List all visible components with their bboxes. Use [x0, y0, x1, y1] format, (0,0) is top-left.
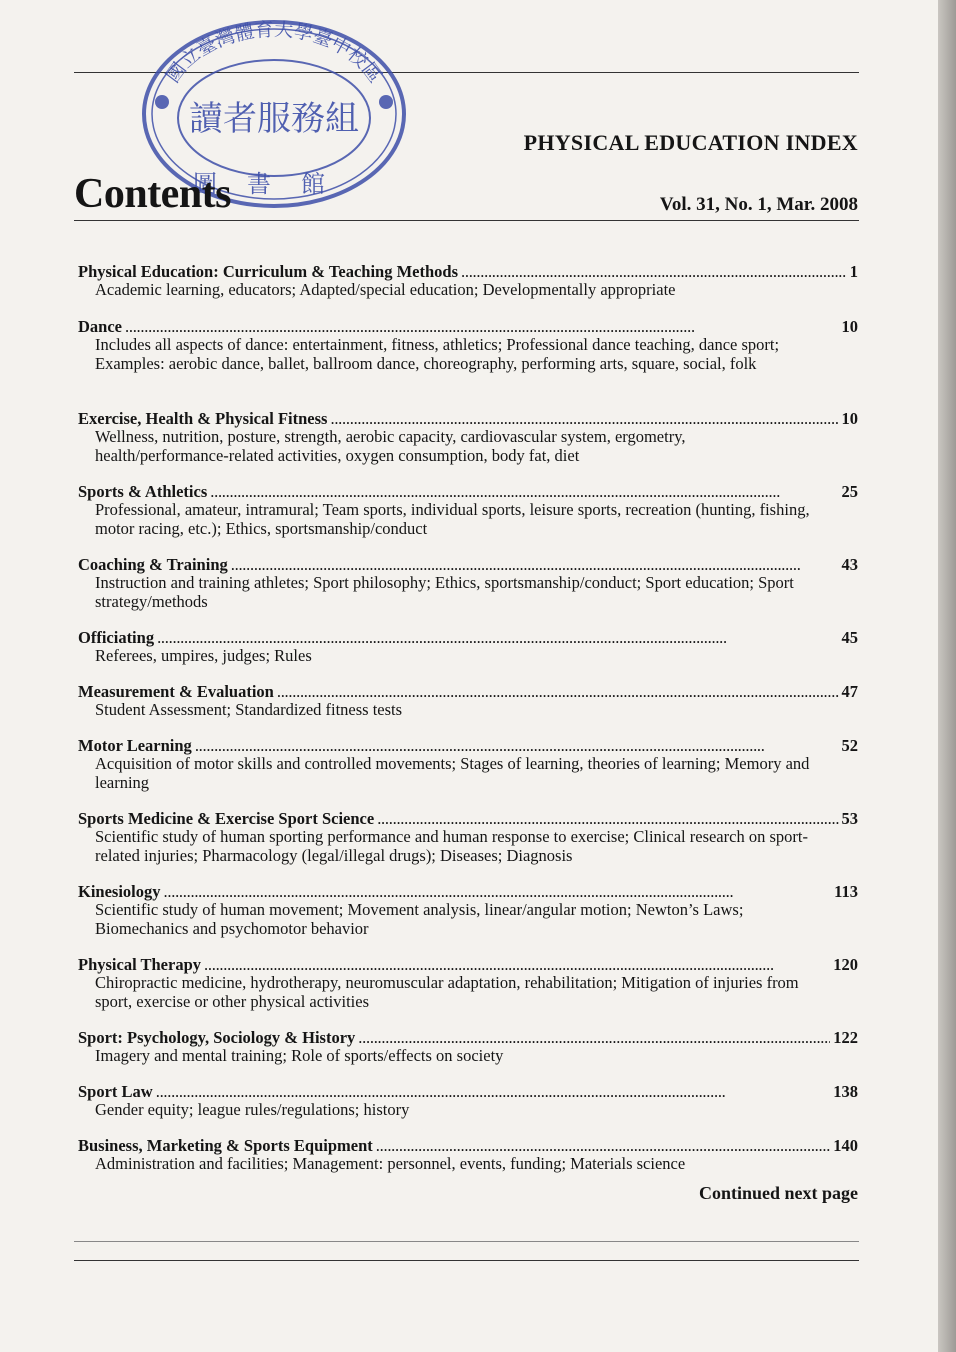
toc-entry-title[interactable]: Sport: Psychology, Sociology & History [78, 1028, 356, 1047]
toc-entry-page[interactable]: 53 [841, 809, 858, 828]
leader-dots [376, 1136, 830, 1155]
leader-dots [204, 955, 830, 974]
toc-entry[interactable] [78, 409, 858, 465]
toc-entry-description: Academic learning, educators; Adapted/special education; Developmentally appropriate [95, 280, 676, 299]
stamp-outer-text: 國立臺灣體育大學臺中校區 [161, 18, 387, 87]
toc-entry-description: Professional, amateur, intramural; Team sports, individual sports, leisure sports, recreation (hunting, fishing, motor racing, etc.); Ethics, sportsmanship/conduct [95, 500, 810, 538]
toc-entry-page[interactable]: 43 [841, 555, 858, 574]
toc-entry[interactable] [78, 1082, 858, 1120]
toc-entry-title[interactable]: Sports Medicine & Exercise Sport Science [78, 809, 375, 828]
toc-entry-title[interactable]: Business, Marketing & Sports Equipment [78, 1136, 373, 1155]
footer-rule-upper [74, 1241, 859, 1242]
volume-issue: Vol. 31, No. 1, Mar. 2008 [659, 194, 858, 215]
leader-dots [125, 317, 839, 336]
continued-next-page[interactable]: Continued next page [698, 1183, 858, 1203]
leader-dots [210, 482, 838, 501]
toc-entry-page[interactable]: 45 [841, 628, 858, 647]
book-spine-edge [938, 0, 956, 1352]
toc-entry-page[interactable]: 122 [833, 1028, 858, 1047]
toc-entry-description: Wellness, nutrition, posture, strength, aerobic capacity, cardiovascular system, ergometry, health/performance-related activities, oxygen consumption, body fat, diet [95, 427, 686, 465]
leader-dots [157, 628, 838, 647]
toc-entry-page[interactable]: 10 [841, 409, 858, 428]
toc-entry-description: Chiropractic medicine, hydrotherapy, neuromuscular adaptation, rehabilitation; Mitigation of injuries from sport, exercise or other physical activities [95, 973, 799, 1011]
stamp-inner-text: 讀者服務組 [189, 99, 359, 139]
toc-entry-title[interactable]: Measurement & Evaluation [78, 682, 274, 701]
leader-dots [377, 809, 838, 828]
leader-dots [164, 882, 832, 901]
toc-entry[interactable] [78, 1136, 858, 1174]
leader-dots [231, 555, 839, 574]
toc-entry-page[interactable]: 138 [833, 1082, 858, 1101]
leader-dots [358, 1028, 830, 1047]
leader-dots [277, 682, 839, 701]
toc-entry-description: Acquisition of motor skills and controlled movements; Stages of learning, theories of learning; Memory and learning [95, 754, 810, 792]
toc-entry[interactable] [78, 955, 858, 1011]
leader-dots [461, 262, 847, 281]
toc-entry-description: Referees, umpires, judges; Rules [95, 646, 312, 665]
index-title: PHYSICAL EDUCATION INDEX [523, 130, 858, 155]
toc-entry-page[interactable]: 10 [841, 317, 858, 336]
leader-dots [195, 736, 839, 755]
toc-entry-title[interactable]: Coaching & Training [78, 555, 228, 574]
toc-entry-page[interactable]: 47 [841, 682, 858, 701]
toc-entry-page[interactable]: 120 [833, 955, 858, 974]
toc-entry[interactable] [78, 262, 858, 300]
toc-entry-title[interactable]: Sports & Athletics [78, 482, 208, 501]
toc-entry-page[interactable]: 140 [833, 1136, 858, 1155]
header-rule [74, 220, 859, 221]
toc-entry-title[interactable]: Sport Law [78, 1082, 153, 1101]
toc-entry-page[interactable]: 25 [841, 482, 858, 501]
toc-entry[interactable] [78, 809, 858, 865]
toc-entry-page[interactable]: 113 [834, 882, 858, 901]
toc-entry-title[interactable]: Physical Therapy [78, 955, 202, 974]
toc-entry-title[interactable]: Physical Education: Curriculum & Teaching Methods [78, 262, 458, 281]
toc-entry-title[interactable]: Exercise, Health & Physical Fitness [78, 409, 328, 428]
stamp-bottom-text: 圖書館 [193, 170, 355, 198]
toc-entry[interactable] [78, 482, 858, 538]
toc-entry-description: Instruction and training athletes; Sport philosophy; Ethics, sportsmanship/conduct; Sport education; Sport strategy/methods [95, 573, 794, 611]
toc-entry[interactable] [78, 555, 858, 611]
toc-entry-description: Administration and facilities; Management: personnel, events, funding; Materials science [95, 1154, 686, 1173]
toc-entry-description: Includes all aspects of dance: entertainment, fitness, athletics; Professional dance teaching, dance sport; Examples: aerobic dance, ballet, ballroom dance, choreography, performing arts, square, social, folk [95, 335, 780, 373]
toc-entry[interactable] [78, 317, 858, 373]
toc-entry-description: Scientific study of human sporting performance and human response to exercise; Clinical research on sport-related injuries; Pharmacology (legal/illegal drugs); Diseases; Diagnosis [95, 827, 808, 865]
toc-entry[interactable] [78, 1028, 858, 1066]
toc-entry-title[interactable]: Officiating [78, 628, 155, 647]
toc-entry-page[interactable]: 1 [849, 262, 858, 281]
toc-entry[interactable] [78, 882, 858, 938]
toc-entry[interactable] [78, 628, 858, 666]
toc-entry-description: Gender equity; league rules/regulations; history [95, 1100, 410, 1119]
toc-entry-title[interactable]: Dance [78, 317, 122, 336]
contents-heading: Contents [74, 171, 232, 217]
toc-entry-description: Student Assessment; Standardized fitness tests [95, 700, 403, 719]
toc-entry-title[interactable]: Motor Learning [78, 736, 192, 755]
toc-entry-description: Imagery and mental training; Role of sports/effects on society [95, 1046, 504, 1065]
toc-entry[interactable] [78, 736, 858, 792]
leader-dots [156, 1082, 831, 1101]
toc-entry[interactable] [78, 682, 858, 720]
toc-entry-description: Scientific study of human movement; Movement analysis, linear/angular motion; Newton’s Laws; Biomechanics and psychomotor behavior [95, 900, 744, 938]
toc-entry-title[interactable]: Kinesiology [78, 882, 161, 901]
leader-dots [330, 409, 838, 428]
footer-rule [74, 1260, 859, 1261]
toc-entry-page[interactable]: 52 [841, 736, 858, 755]
